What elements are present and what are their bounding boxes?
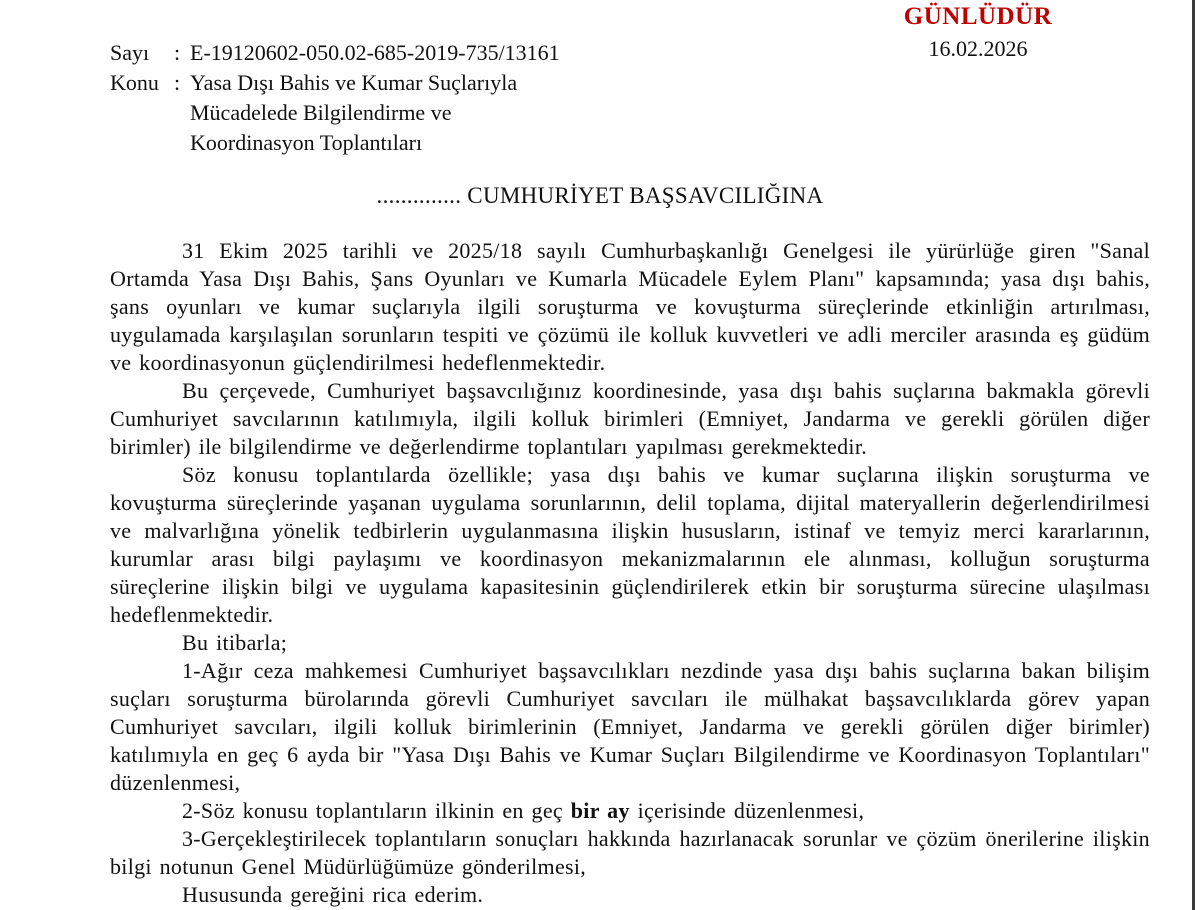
body-paragraph: 1-Ağır ceza mahkemesi Cumhuriyet başsavcılıkları nezdinde yasa dışı bahis suçlarına bakan bilişim suçları soruşturma bürolarında görevli Cumhuriyet savcıları ile mülhakat başsavcılıklarda görev yapan Cumhuriyet savcıları, ilgili kolluk birimlerinin (Emniyet, Jandarma ve gerekli görülen diğer birimler) katılımıyla en geç 6 ayda bir "Yasa Dışı Bahis ve Kumar Suçları Bilgilendirme ve Koordinasyon Toplantıları" düzenlenmesi, (110, 658, 1150, 795)
body-paragraph: Bu itibarla; (182, 630, 288, 655)
bold-emphasis: bir ay (570, 798, 630, 823)
konu-line: Yasa Dışı Bahis ve Kumar Suçlarıyla (190, 70, 518, 95)
stamp-box (903, 2, 1053, 62)
body-paragraph-item2 (110, 797, 1150, 825)
body-paragraph: 31 Ekim 2025 tarihli ve 2025/18 sayılı Cumhurbaşkanlığı Genelgesi ile yürürlüğe giren "Sanal Ortamda Yasa Dışı Bahis, Şans Oyunları ve Kumarla Mücadele Eylem Planı" kapsamında; yasa dışı bahis, şans oyunları ve kumar suçlarıyla ilgili soruşturma ve kovuşturma süreçlerinde etkinliğin artırılması, uygulamada karşılaşılan sorunların tespiti ve çözümü ile kolluk kuvvetleri ve adli merciler arasında eş güdüm ve koordinasyonun güçlendirilmesi hedeflenmektedir. (110, 238, 1150, 375)
salutation-line: .............. CUMHURİYET BAŞSAVCILIĞINA (376, 183, 824, 208)
closing-line: Hususunda gereğini rica ederim. (182, 882, 484, 907)
konu-line: Mücadelede Bilgilendirme ve (190, 100, 452, 125)
sayi-row (110, 38, 730, 68)
letter-body (110, 237, 1150, 909)
document-date: 16.02.2026 (928, 36, 1028, 61)
body-paragraph: 3-Gerçekleştirilecek toplantıların sonuçları hakkında hazırlanacak sorunlar ve çözüm önerilerine ilişkin bilgi notunun Genel Müdürlüğümüze gönderilmesi, (110, 826, 1150, 879)
gunludur-stamp: GÜNLÜDÜR (903, 3, 1053, 30)
item2-suffix: içerisinde düzenlenmesi, (629, 798, 865, 823)
item2-prefix: 2-Söz konusu toplantıların ilkinin en geç (182, 798, 571, 823)
konu-row (110, 68, 730, 158)
sayi-separator: : (174, 40, 181, 65)
konu-value (190, 68, 730, 158)
konu-separator: : (174, 70, 181, 95)
konu-line: Koordinasyon Toplantıları (190, 130, 423, 155)
sayi-label: Sayı (110, 40, 150, 65)
body-paragraph: Söz konusu toplantılarda özellikle; yasa dışı bahis ve kumar suçlarına ilişkin soruşturma ve kovuşturma süreçlerinde yaşanan uygulama sorunlarının, delil toplama, dijital materyallerin değerlendirilmesi ve malvarlığına yönelik tedbirlerin uygulanmasına ilişkin hususların, istinaf ve temyiz merci kararlarının, kurumlar arası bilgi paylaşımı ve koordinasyon mekanizmalarının ele alınması, kolluğun soruşturma süreçlerine ilişkin bilgi ve uygulama kapasitesinin güçlendirilerek etkin bir soruşturma sürecine ulaşılması hedeflenmektedir. (110, 462, 1150, 627)
body-paragraph: Bu çerçevede, Cumhuriyet başsavcılığınız koordinesinde, yasa dışı bahis suçlarına bakmakla görevli Cumhuriyet savcılarının katılımıyla, ilgili kolluk birimleri (Emniyet, Jandarma ve gerekli görülen diğer birimler) ile bilgilendirme ve değerlendirme toplantıları yapılması gerekmektedir. (110, 378, 1150, 459)
sayi-value: E-19120602-050.02-685-2019-735/13161 (190, 40, 560, 65)
page-edge-line (1192, 0, 1195, 910)
meta-block (110, 38, 730, 158)
konu-label: Konu (110, 70, 159, 95)
